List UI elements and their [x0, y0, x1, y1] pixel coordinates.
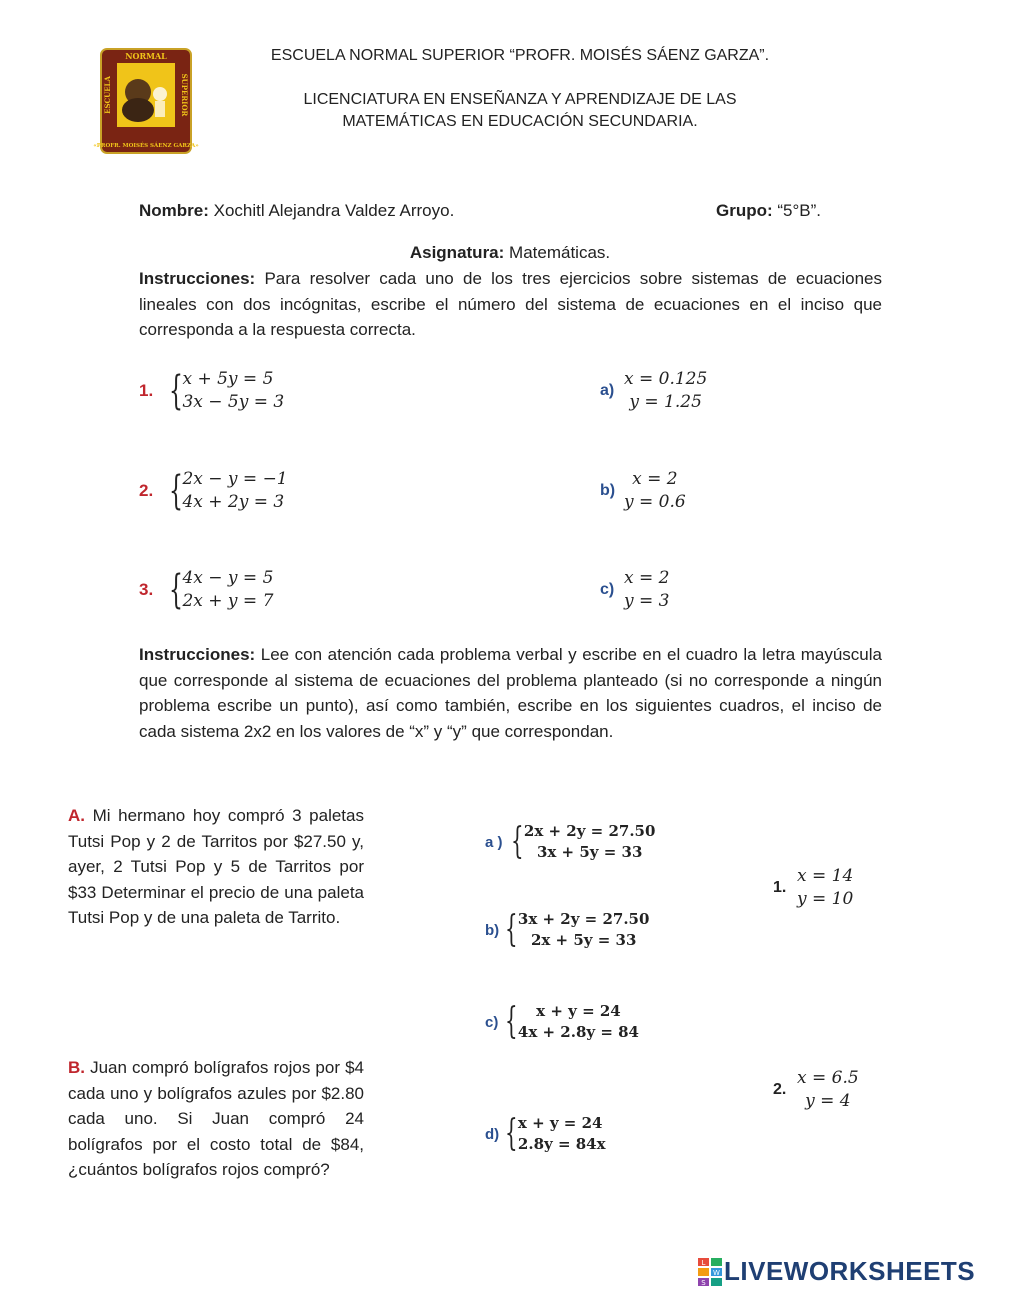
problem-a [68, 803, 364, 931]
answer-y: y = 0.6 [624, 492, 686, 512]
option-letter: d) [485, 1125, 500, 1143]
option-eq2: 3x + 5y = 33 [536, 843, 643, 861]
logo-bottom-text: «PROFR. MOISÉS SÁENZ GARZA» [93, 143, 199, 149]
answer-x: x = 0.125 [624, 369, 708, 389]
problem-b [68, 1055, 364, 1183]
answer-b[interactable] [600, 468, 686, 514]
system-2 [139, 468, 288, 514]
solution-2[interactable] [773, 1067, 859, 1113]
liveworksheets-brand[interactable] [698, 1256, 975, 1287]
logo-right-text: SUPERIOR [180, 73, 189, 117]
answer-y: y = 1.25 [629, 392, 702, 412]
group-label: Grupo: [716, 201, 773, 220]
group-row [716, 201, 821, 221]
subject-row [0, 243, 1020, 263]
option-a[interactable] [485, 821, 655, 863]
brand-name: LIVEWORKSHEETS [724, 1256, 976, 1286]
logo-left-text: ESCUELA [103, 76, 112, 114]
system-1 [139, 368, 284, 414]
school-name: ESCUELA NORMAL SUPERIOR “PROFR. MOISÉS SÁENZ GARZA”. [270, 47, 770, 64]
problem-tag: A. [68, 806, 85, 825]
problem-text: Juan compró bolígrafos rojos por $4 cada uno y bolígrafos azules por $2.80 cada uno. Si Juan compró 24 bolígrafos por el costo total de $84, ¿cuántos bolígrafos rojos compró? [68, 1058, 364, 1179]
left-brace-icon: { [169, 567, 183, 613]
left-brace-icon: { [505, 1113, 518, 1154]
solution-y: y = 10 [797, 889, 854, 909]
option-eq1: x + y = 24 [517, 1114, 603, 1132]
answer-c[interactable] [600, 567, 669, 613]
problem-tag: B. [68, 1058, 85, 1077]
logo-top-text: NORMAL [125, 51, 167, 61]
left-brace-icon: { [505, 909, 518, 950]
solution-y: y = 4 [805, 1091, 851, 1111]
subject-label: Asignatura: [409, 243, 505, 262]
option-c[interactable] [485, 1001, 639, 1043]
program-line-2: MATEMÁTICAS EN EDUCACIÓN SECUNDARIA. [342, 113, 698, 130]
program-line-1: LICENCIATURA EN ENSEÑANZA Y APRENDIZAJE DE LAS [303, 91, 737, 108]
solution-x: x = 6.5 [797, 1068, 859, 1088]
answer-letter: c) [600, 581, 615, 598]
option-b[interactable] [485, 909, 649, 951]
option-eq1: 3x + 2y = 27.50 [517, 910, 650, 928]
system-number: 3. [139, 580, 154, 599]
subject-value: Matemáticas. [509, 243, 611, 262]
name-value: Xochitl Alejandra Valdez Arroyo. [213, 201, 455, 220]
answer-x: x = 2 [624, 568, 670, 588]
left-brace-icon: { [169, 368, 183, 414]
system-eq1: 4x − y = 5 [182, 568, 274, 588]
answer-y: y = 3 [624, 591, 670, 611]
system-3 [139, 567, 273, 613]
solution-number: 1. [773, 879, 787, 896]
logo-letter-w: W [713, 1268, 720, 1277]
system-eq2: 3x − 5y = 3 [182, 392, 285, 412]
student-name-row [139, 201, 454, 221]
system-number: 2. [139, 481, 154, 500]
answer-a[interactable] [600, 368, 707, 414]
liveworksheets-logo-icon [698, 1258, 722, 1286]
program-name [180, 89, 860, 133]
name-label: Nombre: [139, 201, 209, 220]
option-eq2: 2.8y = 84x [517, 1135, 606, 1153]
system-eq1: 2x − y = −1 [182, 469, 288, 489]
answer-letter: a) [600, 382, 615, 399]
instructions-2-text: Lee con atención cada problema verbal y escribe en el cuadro la letra mayúscula que corresponde al sistema de ecuaciones del problema planteado (si no corresponde a ningún problema escribe un punto), así como también, escribe en los siguientes cuadros, el inciso de cada sistema 2x2 en los valores de “x” y “y” que correspondan. [139, 645, 882, 741]
option-eq2: 2x + 5y = 33 [530, 931, 637, 949]
left-brace-icon: { [169, 468, 183, 514]
option-eq2: 4x + 2.8y = 84 [517, 1023, 639, 1041]
logo-letter-s: S [701, 1278, 706, 1287]
option-d[interactable] [485, 1113, 606, 1155]
school-logo [93, 48, 199, 154]
group-value: “5°B”. [777, 201, 822, 220]
solution-1[interactable] [773, 865, 853, 911]
solution-x: x = 14 [797, 866, 854, 886]
instructions-2-label: Instrucciones: [139, 645, 256, 664]
solution-number: 2. [773, 1081, 787, 1098]
system-eq2: 4x + 2y = 3 [182, 492, 285, 512]
instructions-1 [139, 266, 882, 343]
option-eq1: 2x + 2y = 27.50 [523, 822, 656, 840]
left-brace-icon: { [511, 821, 524, 862]
answer-letter: b) [600, 482, 616, 499]
instructions-1-text: Para resolver cada uno de los tres ejercicios sobre sistemas de ecuaciones lineales con dos incógnitas, escribe el número del sistema de ecuaciones en el inciso que corresponda a la respuesta correcta. [139, 269, 882, 339]
option-letter: a ) [485, 833, 503, 851]
system-eq2: 2x + y = 7 [182, 591, 274, 611]
problem-text: Mi hermano hoy compró 3 paletas Tutsi Pop y 2 de Tarritos por $27.50 y, ayer, 2 Tutsi Pop y 5 de Tarritos por $33 Determinar el precio de una paleta Tutsi Pop y de una paleta de Tarrito. [68, 806, 364, 927]
option-eq1: x + y = 24 [536, 1002, 621, 1020]
option-letter: b) [485, 921, 500, 939]
instructions-1-label: Instrucciones: [139, 269, 256, 288]
option-letter: c) [485, 1013, 499, 1031]
left-brace-icon: { [505, 1001, 518, 1042]
answer-x: x = 2 [632, 469, 678, 489]
system-eq1: x + 5y = 5 [182, 369, 274, 389]
logo-letter-l: L [701, 1258, 706, 1267]
system-number: 1. [139, 381, 154, 400]
instructions-2 [139, 642, 882, 744]
